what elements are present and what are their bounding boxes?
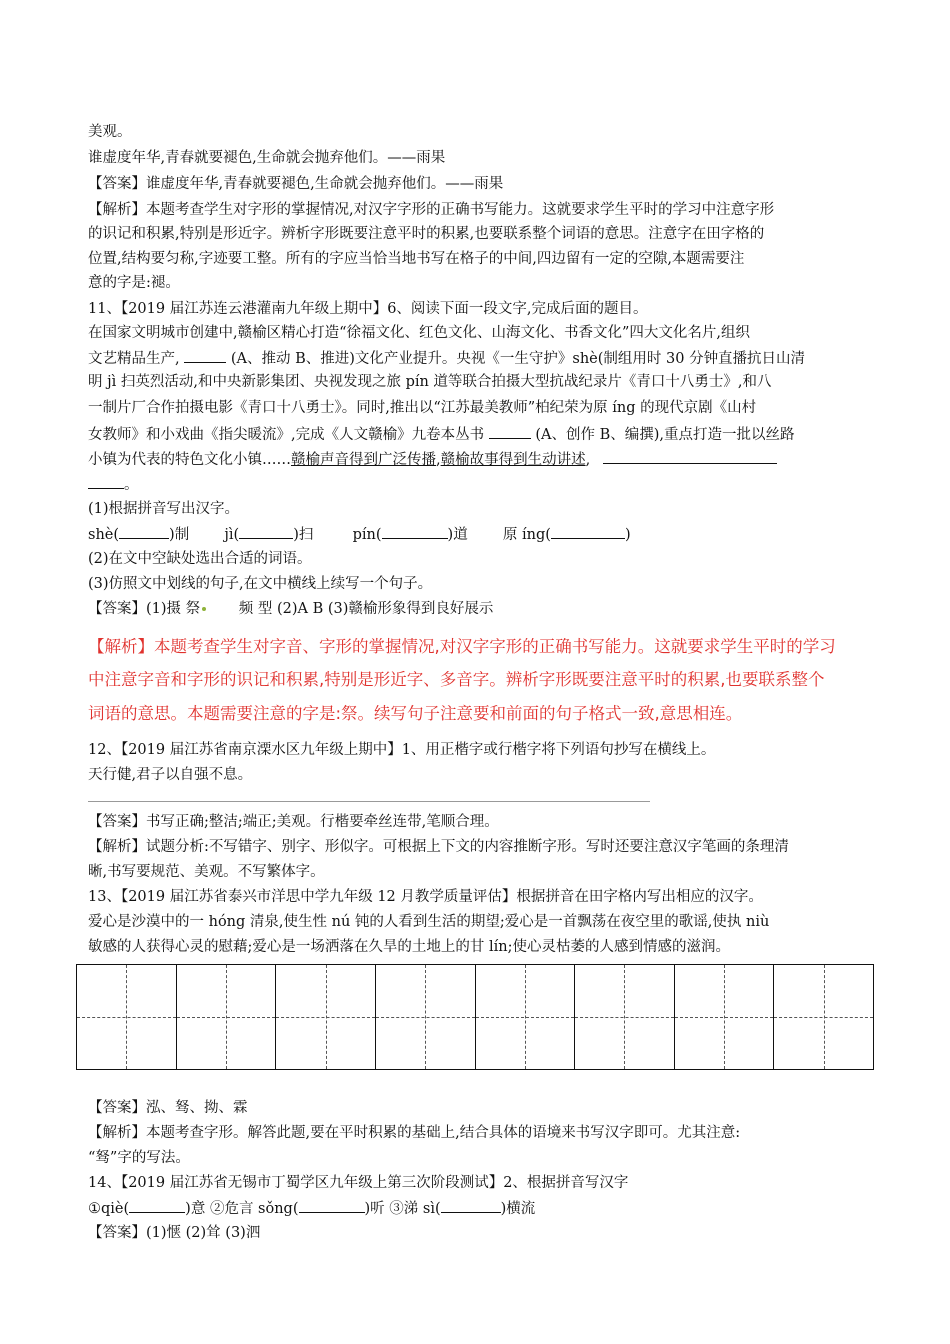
grid-cell[interactable] <box>774 965 873 1069</box>
grid-cell[interactable] <box>675 965 775 1069</box>
sub-question: (3)仿照文中划线的句子,在文中横线上续写一个句子。 <box>88 576 433 592</box>
passage-line: 明 jì 扫英烈活动,和中央新影集团、央视发现之旅 pín 道等联合拍摄大型抗战纪录片《青口十八勇士》,和八 <box>88 374 772 390</box>
passage-text: 小镇为代表的特色文化小镇…… <box>88 452 291 468</box>
question-12-heading: 12、【2019 届江苏省南京溧水区九年级上期中】1、用正楷字或行楷字将下列语句抄写在横线上。 <box>88 742 716 758</box>
fill-blank[interactable] <box>551 524 625 539</box>
pinyin-label: )道 <box>447 527 468 543</box>
question-14-heading: 14、【2019 届江苏省无锡市丁蜀学区九年级上第三次阶段测试】2、根据拼音写汉字 <box>88 1175 629 1191</box>
green-dot-mark <box>202 607 206 611</box>
answer-line: 【答案】谁虚度年华,青春就要褪色,生命就会抛弃他们。——雨果 <box>88 176 504 192</box>
answer-line: 【答案】泓、驽、拗、霖 <box>88 1100 248 1116</box>
grid-cell[interactable] <box>476 965 576 1069</box>
question-text: 爱心是沙漠中的一 hóng 清泉,使生性 nú 钝的人看到生活的期望;爱心是一首飘荡在夜空里的歌谣,使执 niù <box>88 914 770 930</box>
pinyin-label: )听 ③涕 sì( <box>364 1201 441 1217</box>
answer-text: 【答案】(1)摄 祭 <box>88 601 201 617</box>
answer-line: 【答案】书写正确;整洁;端正;美观。行楷要牵丝连带,笔顺合理。 <box>88 814 499 830</box>
question-13-heading: 13、【2019 届江苏省泰兴市洋思中学九年级 12 月教学质量评估】根据拼音在田字格内写出相应的汉字。 <box>88 889 763 905</box>
passage-text: 女教师》和小戏曲《指尖暖流》,完成《人文赣榆》九卷本丛书 <box>88 427 485 443</box>
sub-question: (1)根据拼音写出汉字。 <box>88 501 240 517</box>
passage-line <box>88 449 777 470</box>
analysis-line: 【解析】本题考查字形。解答此题,要在平时积累的基础上,结合具体的语境来书写汉字即可。尤其注意: <box>88 1125 741 1141</box>
passage-text: , <box>436 452 441 468</box>
answer-line <box>88 599 493 619</box>
text-line: 谁虚度年华,青春就要褪色,生命就会抛弃他们。——雨果 <box>88 150 446 166</box>
grid-cell[interactable] <box>177 965 277 1069</box>
passage-line: 在国家文明城市创建中,赣榆区精心打造“徐福文化、红色文化、山海文化、书香文化”四大文化名片,组织 <box>88 325 751 341</box>
question-text: 敏感的人获得心灵的慰藉;爱心是一场洒落在久旱的土地上的甘 lín;使心灵枯萎的人感到情感的滋润。 <box>88 939 730 955</box>
question-11-heading: 11、【2019 届江苏连云港灌南九年级上期中】6、阅读下面一段文字,完成后面的题目。 <box>88 301 648 317</box>
passage-text: , <box>585 452 591 468</box>
passage-line <box>88 348 805 369</box>
analysis-line: 意的字是:褪。 <box>88 275 180 291</box>
grid-cell[interactable] <box>376 965 476 1069</box>
fill-blank[interactable] <box>489 424 531 439</box>
pinyin-label: 原 íng( <box>502 527 551 543</box>
passage-text: (A、创作 B、编撰),重点打造一批以丝路 <box>535 427 795 443</box>
pinyin-label: )意 ②危言 sǒng( <box>185 1201 299 1217</box>
question-text: 天行健,君子以自强不息。 <box>88 767 253 783</box>
sub-question: (2)在文中空缺处选出合适的词语。 <box>88 551 312 567</box>
fill-blank[interactable] <box>239 524 293 539</box>
grid-cell[interactable] <box>77 965 177 1069</box>
fill-blank[interactable] <box>603 449 777 464</box>
pinyin-label: )横流 <box>500 1201 536 1217</box>
fill-blank[interactable] <box>119 524 169 539</box>
pinyin-label: jì( <box>224 527 240 543</box>
pinyin-label: )制 <box>169 527 190 543</box>
writing-line[interactable] <box>88 801 650 802</box>
analysis-line: 的识记和积累,特别是形近字。辨析字形既要注意平时的积累,也要联系整个词语的意思。注意字在田字格的 <box>88 226 765 242</box>
analysis-line: “驽”字的写法。 <box>88 1150 190 1166</box>
tian-grid <box>76 964 874 1070</box>
pinyin-row <box>88 524 631 545</box>
underlined-sentence: 赣榆声音得到广泛传播 <box>291 452 436 468</box>
fill-blank[interactable] <box>88 474 124 489</box>
pinyin-label: )扫 <box>293 527 314 543</box>
fill-blank[interactable] <box>129 1198 185 1213</box>
red-analysis-line: 中注意字音和字形的识记和积累,特别是形近字、多音字。辨析字形既要注意平时的积累,也要联系整个 <box>88 670 825 689</box>
analysis-line: 【解析】本题考查学生对字形的掌握情况,对汉字字形的正确书写能力。这就要求学生平时的学习中注意字形 <box>88 202 775 218</box>
fill-blank[interactable] <box>299 1198 365 1213</box>
passage-line <box>88 474 139 495</box>
passage-text: 。 <box>124 477 139 493</box>
analysis-line: 位置,结构要匀称,字迹要工整。所有的字应当恰当地书写在格子的中间,四边留有一定的空隙,本题需要注 <box>88 251 745 267</box>
passage-text: 文艺精品生产, <box>88 351 180 367</box>
underlined-sentence: 赣榆故事得到生动讲述 <box>440 452 586 468</box>
pinyin-label: ①qiè( <box>88 1201 130 1217</box>
pinyin-label: pín( <box>352 527 382 543</box>
pinyin-label: shè( <box>88 527 120 543</box>
passage-line: 一制片厂合作拍摄电影《青口十八勇士》。同时,推出以“江苏最美教师”柏纪荣为原 íng 的现代京剧《山村 <box>88 400 757 416</box>
analysis-line: 【解析】试题分析:不写错字、别字、形似字。可根据上下文的内容推断字形。写时还要注意汉字笔画的条理清 <box>88 839 789 855</box>
passage-text: (A、推动 B、推进)文化产业提升。央视《一生守护》shè(制组用时 30 分钟直播抗日山清 <box>230 351 806 367</box>
fill-blank[interactable] <box>441 1198 501 1213</box>
text-line: 美观。 <box>88 124 132 140</box>
passage-line <box>88 424 795 445</box>
grid-cell[interactable] <box>575 965 675 1069</box>
red-analysis-line: 【解析】本题考查学生对字音、字形的掌握情况,对汉字字形的正确书写能力。这就要求学生平时的学习 <box>88 637 836 656</box>
pinyin-row <box>88 1198 535 1219</box>
answer-text: 频 型 (2)A B (3)赣榆形象得到良好展示 <box>238 601 494 617</box>
fill-blank[interactable] <box>382 524 448 539</box>
fill-blank[interactable] <box>184 348 226 363</box>
grid-cell[interactable] <box>276 965 376 1069</box>
red-analysis-line: 词语的意思。本题需要注意的字是:祭。续写句子注意要和前面的句子格式一致,意思相连。 <box>88 704 743 723</box>
pinyin-label: ) <box>624 527 631 543</box>
answer-line: 【答案】(1)惬 (2)耸 (3)泗 <box>88 1225 261 1241</box>
analysis-line: 晰,书写要规范、美观。不写繁体字。 <box>88 864 325 880</box>
